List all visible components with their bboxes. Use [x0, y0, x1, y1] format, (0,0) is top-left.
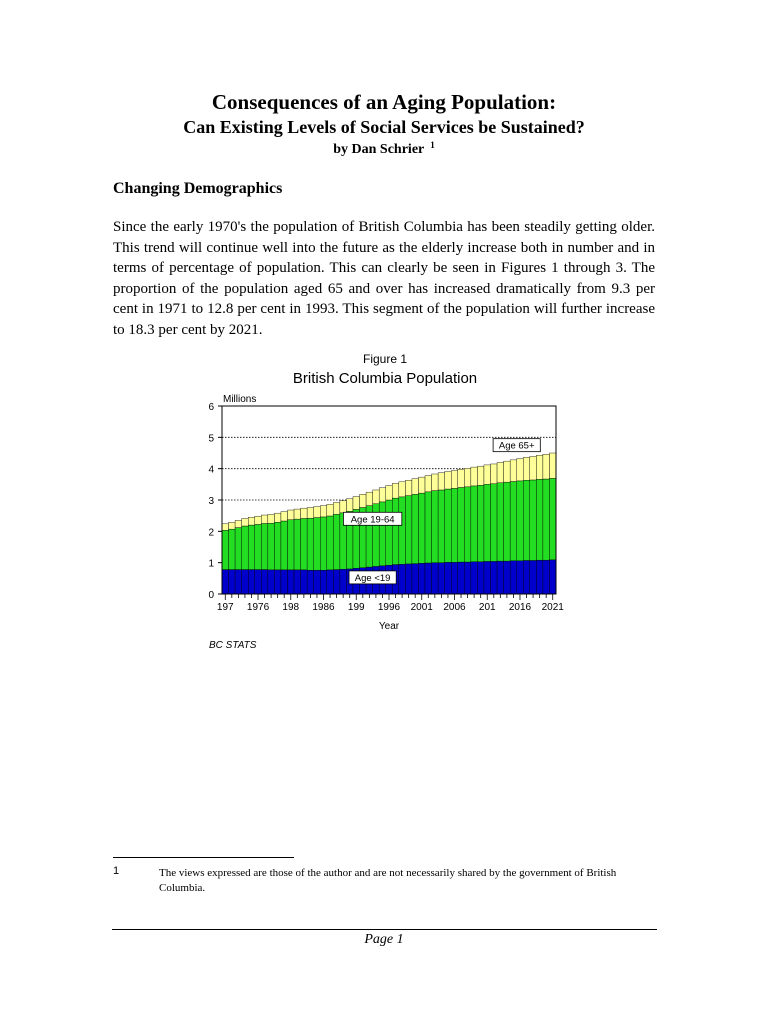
bar-19to64: [491, 484, 498, 562]
y-tick-label: 2: [208, 527, 214, 539]
y-tick-label: 6: [208, 402, 214, 413]
label-age-under-19: Age <19: [354, 572, 391, 584]
bar-under19: [523, 560, 530, 594]
bar-under19: [464, 562, 471, 594]
footnote-separator: [113, 857, 294, 858]
bar-65plus: [458, 469, 465, 487]
bar-19to64: [320, 517, 327, 570]
y-tick-label: 3: [208, 496, 214, 507]
bar-65plus: [229, 522, 236, 529]
bar-under19: [399, 564, 406, 594]
footnote-number: 1: [113, 865, 120, 877]
bar-65plus: [543, 454, 550, 479]
bar-under19: [405, 564, 412, 594]
figure-label: Figure 1: [362, 352, 408, 366]
bar-under19: [287, 570, 294, 594]
bar-65plus: [504, 461, 511, 482]
author-name: by Dan Schrier: [333, 142, 425, 157]
bar-65plus: [386, 486, 393, 500]
x-tick-label: 1986: [312, 602, 335, 613]
bar-under19: [477, 562, 484, 594]
bar-65plus: [333, 503, 340, 515]
label-age-65: Age 65+: [498, 440, 535, 452]
bar-under19: [445, 562, 452, 594]
bar-19to64: [255, 524, 262, 569]
bar-65plus: [287, 510, 294, 520]
bar-under19: [242, 570, 249, 594]
page-number: Page 1: [364, 932, 404, 947]
bar-under19: [235, 570, 242, 594]
bar-65plus: [320, 506, 327, 517]
bar-under19: [268, 570, 275, 594]
x-axis-label: Year: [378, 621, 400, 632]
bar-19to64: [268, 523, 275, 570]
bar-65plus: [222, 524, 229, 531]
x-tick-label: 198: [282, 602, 300, 613]
x-tick-label: 1996: [377, 602, 401, 613]
bar-19to64: [471, 486, 478, 562]
bar-65plus: [392, 483, 399, 498]
bar-under19: [484, 561, 491, 594]
bar-19to64: [235, 528, 242, 570]
chart-title: British Columbia Population: [292, 370, 478, 387]
bar-19to64: [242, 526, 249, 570]
bar-65plus: [549, 453, 556, 478]
bar-19to64: [261, 524, 268, 570]
bar-65plus: [235, 520, 242, 527]
bar-under19: [451, 562, 458, 594]
bar-65plus: [445, 471, 452, 489]
bar-under19: [248, 570, 255, 594]
bar-65plus: [360, 494, 367, 507]
x-tick-label: 2021: [541, 602, 564, 613]
bar-under19: [320, 570, 327, 594]
bar-under19: [517, 561, 524, 594]
bar-19to64: [438, 490, 445, 563]
bar-65plus: [418, 477, 425, 493]
bar-65plus: [517, 459, 524, 481]
bar-65plus: [379, 488, 386, 502]
bar-under19: [307, 570, 314, 594]
bar-19to64: [451, 488, 458, 562]
bar-19to64: [510, 482, 517, 561]
bar-19to64: [294, 519, 301, 570]
x-tick-label: 201: [478, 602, 496, 613]
bar-19to64: [425, 492, 432, 563]
footer-rule: [112, 929, 657, 930]
bar-19to64: [392, 498, 399, 564]
bar-65plus: [373, 490, 380, 504]
bar-under19: [504, 561, 511, 594]
bar-19to64: [530, 480, 537, 561]
bar-19to64: [327, 516, 334, 570]
bar-65plus: [536, 455, 543, 479]
bar-under19: [255, 570, 262, 594]
bar-under19: [418, 563, 425, 594]
x-tick-label: 2006: [443, 602, 466, 613]
bar-65plus: [274, 513, 281, 522]
bar-19to64: [287, 520, 294, 570]
chart-source: BC STATS: [209, 640, 257, 651]
bar-19to64: [379, 502, 386, 566]
bar-under19: [294, 570, 301, 594]
x-tick-label: 1976: [246, 602, 270, 613]
x-tick-label: 199: [347, 602, 365, 613]
label-age-19-64: Age 19-64: [350, 514, 395, 526]
bar-65plus: [438, 473, 445, 490]
bar-65plus: [301, 508, 308, 518]
bar-19to64: [314, 518, 321, 571]
bar-65plus: [268, 514, 275, 523]
bar-19to64: [484, 484, 491, 561]
bar-65plus: [530, 456, 537, 480]
bar-65plus: [281, 512, 288, 521]
bar-19to64: [445, 489, 452, 562]
bar-19to64: [464, 487, 471, 562]
bar-under19: [412, 564, 419, 594]
bar-65plus: [307, 508, 314, 519]
bar-under19: [281, 570, 288, 594]
footnote-reference: 1: [430, 140, 435, 150]
x-tick-label: 2001: [410, 602, 433, 613]
bar-19to64: [432, 491, 439, 563]
bar-19to64: [549, 478, 556, 559]
bar-65plus: [484, 465, 491, 484]
bar-19to64: [418, 493, 425, 563]
bar-65plus: [340, 501, 347, 513]
bar-65plus: [248, 517, 255, 525]
footnote-text: The views expressed are those of the author and are not necessarily shared by the government of British Columbia.: [159, 867, 617, 894]
bar-65plus: [491, 464, 498, 484]
x-tick-label: 197: [216, 602, 234, 613]
bar-19to64: [405, 496, 412, 564]
bar-under19: [497, 561, 504, 594]
document-title: Consequences of an Aging Population:: [211, 90, 557, 114]
bar-65plus: [464, 468, 471, 486]
bar-under19: [222, 570, 229, 594]
bar-19to64: [504, 482, 511, 561]
bar-65plus: [261, 515, 268, 523]
bar-19to64: [333, 514, 340, 569]
bar-65plus: [405, 480, 412, 495]
bar-19to64: [222, 530, 229, 569]
bar-65plus: [327, 504, 334, 516]
bar-under19: [314, 570, 321, 594]
y-tick-label: 0: [208, 590, 214, 601]
bar-65plus: [432, 474, 439, 491]
bar-65plus: [242, 518, 249, 526]
bar-19to64: [399, 497, 406, 564]
bar-19to64: [281, 521, 288, 570]
bar-65plus: [314, 507, 321, 518]
bar-19to64: [386, 500, 393, 565]
bar-under19: [491, 561, 498, 594]
bar-under19: [471, 562, 478, 594]
bar-65plus: [255, 516, 262, 524]
bar-under19: [530, 560, 537, 594]
bar-65plus: [425, 476, 432, 492]
bar-under19: [229, 570, 236, 594]
bar-under19: [438, 563, 445, 594]
bar-under19: [458, 562, 465, 594]
bar-65plus: [366, 492, 373, 505]
bar-65plus: [523, 457, 530, 480]
bar-under19: [536, 560, 543, 594]
document-subtitle: Can Existing Levels of Social Services be Sustained?: [183, 117, 585, 137]
y-tick-label: 1: [208, 558, 214, 570]
bar-under19: [543, 560, 550, 594]
bar-under19: [432, 563, 439, 594]
bar-under19: [549, 560, 556, 594]
bar-under19: [333, 570, 340, 594]
bar-65plus: [477, 466, 484, 485]
bar-19to64: [517, 481, 524, 561]
section-heading: Changing Demographics: [113, 180, 283, 197]
bar-19to64: [274, 522, 281, 570]
bar-65plus: [353, 497, 360, 510]
x-tick-label: 2016: [508, 602, 532, 613]
bar-under19: [327, 570, 334, 594]
bar-under19: [340, 569, 347, 594]
bar-19to64: [497, 483, 504, 561]
bar-19to64: [301, 518, 308, 569]
bar-65plus: [294, 509, 301, 519]
bar-65plus: [471, 467, 478, 486]
bar-under19: [425, 563, 432, 594]
bar-under19: [510, 561, 517, 594]
bar-19to64: [477, 485, 484, 561]
bar-under19: [274, 570, 281, 594]
bar-65plus: [451, 471, 458, 489]
y-tick-label: 5: [208, 433, 214, 445]
bar-65plus: [497, 462, 504, 482]
bar-19to64: [229, 529, 236, 569]
bar-65plus: [399, 482, 406, 497]
bar-19to64: [523, 480, 530, 560]
bar-19to64: [458, 487, 465, 562]
bar-19to64: [536, 479, 543, 560]
bar-65plus: [346, 499, 353, 512]
body-paragraph: Since the early 1970's the population of British Columbia has been steadily getting older. This trend will continue well into the future as the elderly increase both in number and in terms of percentage of population. This can clearly be seen in Figures 1 through 3. The proportion of the population aged 65 and over has increased dramatically from 9.3 per cent in 1971 to 12.8 per cent in 1993. This segment of the population will further increase to 18.3 per cent by 2021.: [113, 219, 655, 338]
y-tick-label: 4: [208, 464, 214, 476]
bar-under19: [261, 570, 268, 594]
bar-65plus: [510, 460, 517, 482]
bar-19to64: [248, 525, 255, 569]
bar-19to64: [307, 518, 314, 570]
bar-19to64: [412, 494, 419, 563]
bar-19to64: [543, 479, 550, 560]
y-axis-label: Millions: [223, 394, 257, 405]
bar-under19: [301, 570, 308, 594]
bar-65plus: [412, 479, 419, 495]
